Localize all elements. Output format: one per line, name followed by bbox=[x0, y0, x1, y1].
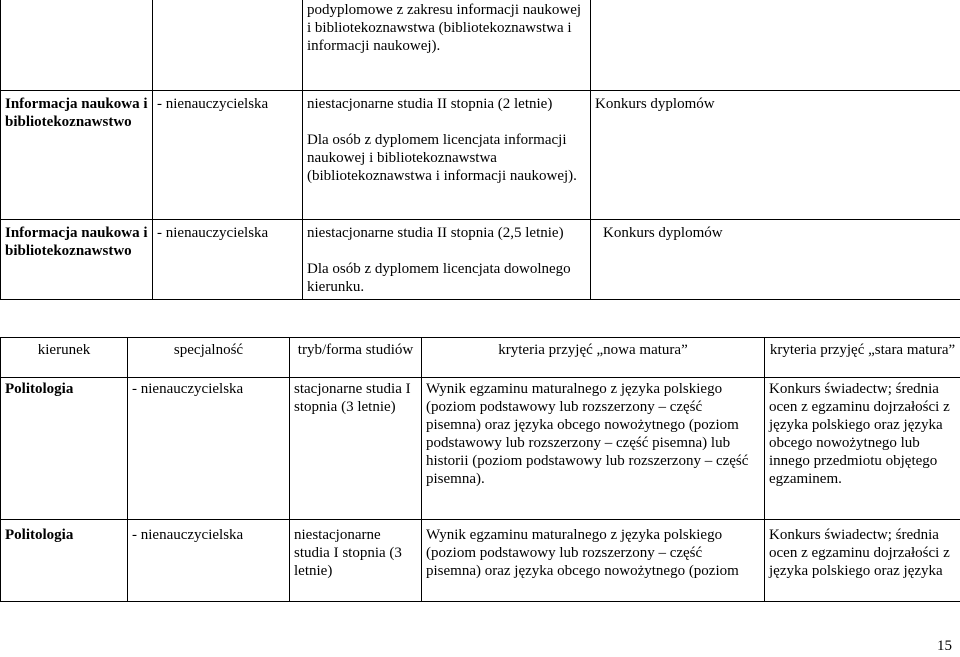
warunek-text: Dla osób z dyplomem licencjata dowolnego kierunku. bbox=[307, 261, 571, 295]
kierunek-name: Politologia bbox=[5, 381, 74, 397]
kryteria-text: Konkurs dyplomów bbox=[603, 225, 723, 241]
specjalnosc-text: - nienauczycielska bbox=[132, 527, 244, 543]
kryteria-cell bbox=[591, 220, 960, 300]
kierunek-name: Politologia bbox=[5, 527, 74, 543]
kryteria-text: Konkurs dyplomów bbox=[595, 96, 715, 112]
header-kierunek bbox=[1, 338, 128, 378]
cell-empty bbox=[153, 0, 303, 91]
program-description bbox=[303, 0, 591, 91]
program-table-upper bbox=[0, 0, 960, 300]
specjalnosc-text: - nienauczycielska bbox=[157, 225, 269, 241]
cell-empty bbox=[1, 0, 153, 91]
header-text: specjalność bbox=[173, 342, 244, 358]
header-text: kierunek bbox=[37, 342, 91, 358]
header-specjalnosc bbox=[128, 338, 290, 378]
header-tryb bbox=[290, 338, 422, 378]
kierunek-cell bbox=[1, 378, 128, 520]
nowa-matura-text: Wynik egzaminu maturalnego z języka polskiego (poziom podstawowy lub rozszerzony – część pisemna) oraz języka obcego nowożytnego (poziom podstawowy lub rozszerzony – część pisemna) lub historii (poziom podstawowy lub rozszerzony – część pisemna). bbox=[426, 381, 749, 487]
table-header-row bbox=[1, 338, 960, 378]
table-row bbox=[1, 520, 960, 602]
kierunek-cell bbox=[1, 520, 128, 602]
stara-matura-cell bbox=[765, 520, 960, 602]
nowa-matura-cell bbox=[422, 520, 765, 602]
kryteria-cell bbox=[591, 91, 960, 220]
specjalnosc-text: - nienauczycielska bbox=[157, 96, 269, 112]
kierunek-name: Informacja naukowa i bibliotekoznawstwo bbox=[5, 96, 148, 130]
cell-empty bbox=[591, 0, 960, 91]
nowa-matura-cell bbox=[422, 378, 765, 520]
table-row bbox=[1, 378, 960, 520]
stara-matura-text: Konkurs świadectw; średnia ocen z egzaminu dojrzałości z języka polskiego oraz języka obcego nowożytnego lub innego przedmiotu objętego egzaminem. bbox=[769, 381, 950, 487]
program-text: podyplomowe z zakresu informacji naukowej i bibliotekoznawstwa (bibliotekoznawstwa i informacji naukowej). bbox=[307, 2, 582, 54]
tryb-text: niestacjonarne studia II stopnia (2,5 letnie) bbox=[307, 225, 564, 241]
tryb-cell bbox=[290, 378, 422, 520]
stara-matura-text: Konkurs świadectw; średnia ocen z egzaminu dojrzałości z języka polskiego oraz języka bbox=[769, 527, 950, 579]
specjalnosc-text: - nienauczycielska bbox=[132, 381, 244, 397]
tryb-text: niestacjonarne studia II stopnia (2 letnie) bbox=[307, 96, 553, 112]
tryb-text: niestacjonarne studia I stopnia (3 letnie) bbox=[294, 527, 402, 579]
specjalnosc-cell bbox=[128, 520, 290, 602]
header-text: tryb/forma studiów bbox=[297, 342, 414, 358]
tryb-cell bbox=[290, 520, 422, 602]
table-row bbox=[1, 220, 960, 300]
header-stara-matura bbox=[765, 338, 960, 378]
specjalnosc-cell bbox=[153, 220, 303, 300]
kierunek-cell bbox=[1, 91, 153, 220]
program-table-lower bbox=[0, 337, 960, 602]
table-row bbox=[1, 0, 960, 91]
warunek-text: Dla osób z dyplomem licencjata informacji naukowej i bibliotekoznawstwa (bibliotekoznawstwa i informacji naukowej). bbox=[307, 132, 577, 184]
header-text: kryteria przyjęć „stara matura” bbox=[769, 342, 956, 358]
header-nowa-matura bbox=[422, 338, 765, 378]
table-row bbox=[1, 91, 960, 220]
tryb-cell bbox=[303, 220, 591, 300]
header-text: kryteria przyjęć „nowa matura” bbox=[498, 342, 688, 358]
nowa-matura-text: Wynik egzaminu maturalnego z języka polskiego (poziom podstawowy lub rozszerzony – część pisemna) oraz języka obcego nowożytnego (poziom bbox=[426, 527, 739, 579]
specjalnosc-cell bbox=[153, 91, 303, 220]
page-number: 15 bbox=[937, 638, 952, 654]
tryb-cell bbox=[303, 91, 591, 220]
stara-matura-cell bbox=[765, 378, 960, 520]
tryb-text: stacjonarne studia I stopnia (3 letnie) bbox=[294, 381, 411, 415]
kierunek-name: Informacja naukowa i bibliotekoznawstwo bbox=[5, 225, 148, 259]
kierunek-cell bbox=[1, 220, 153, 300]
specjalnosc-cell bbox=[128, 378, 290, 520]
